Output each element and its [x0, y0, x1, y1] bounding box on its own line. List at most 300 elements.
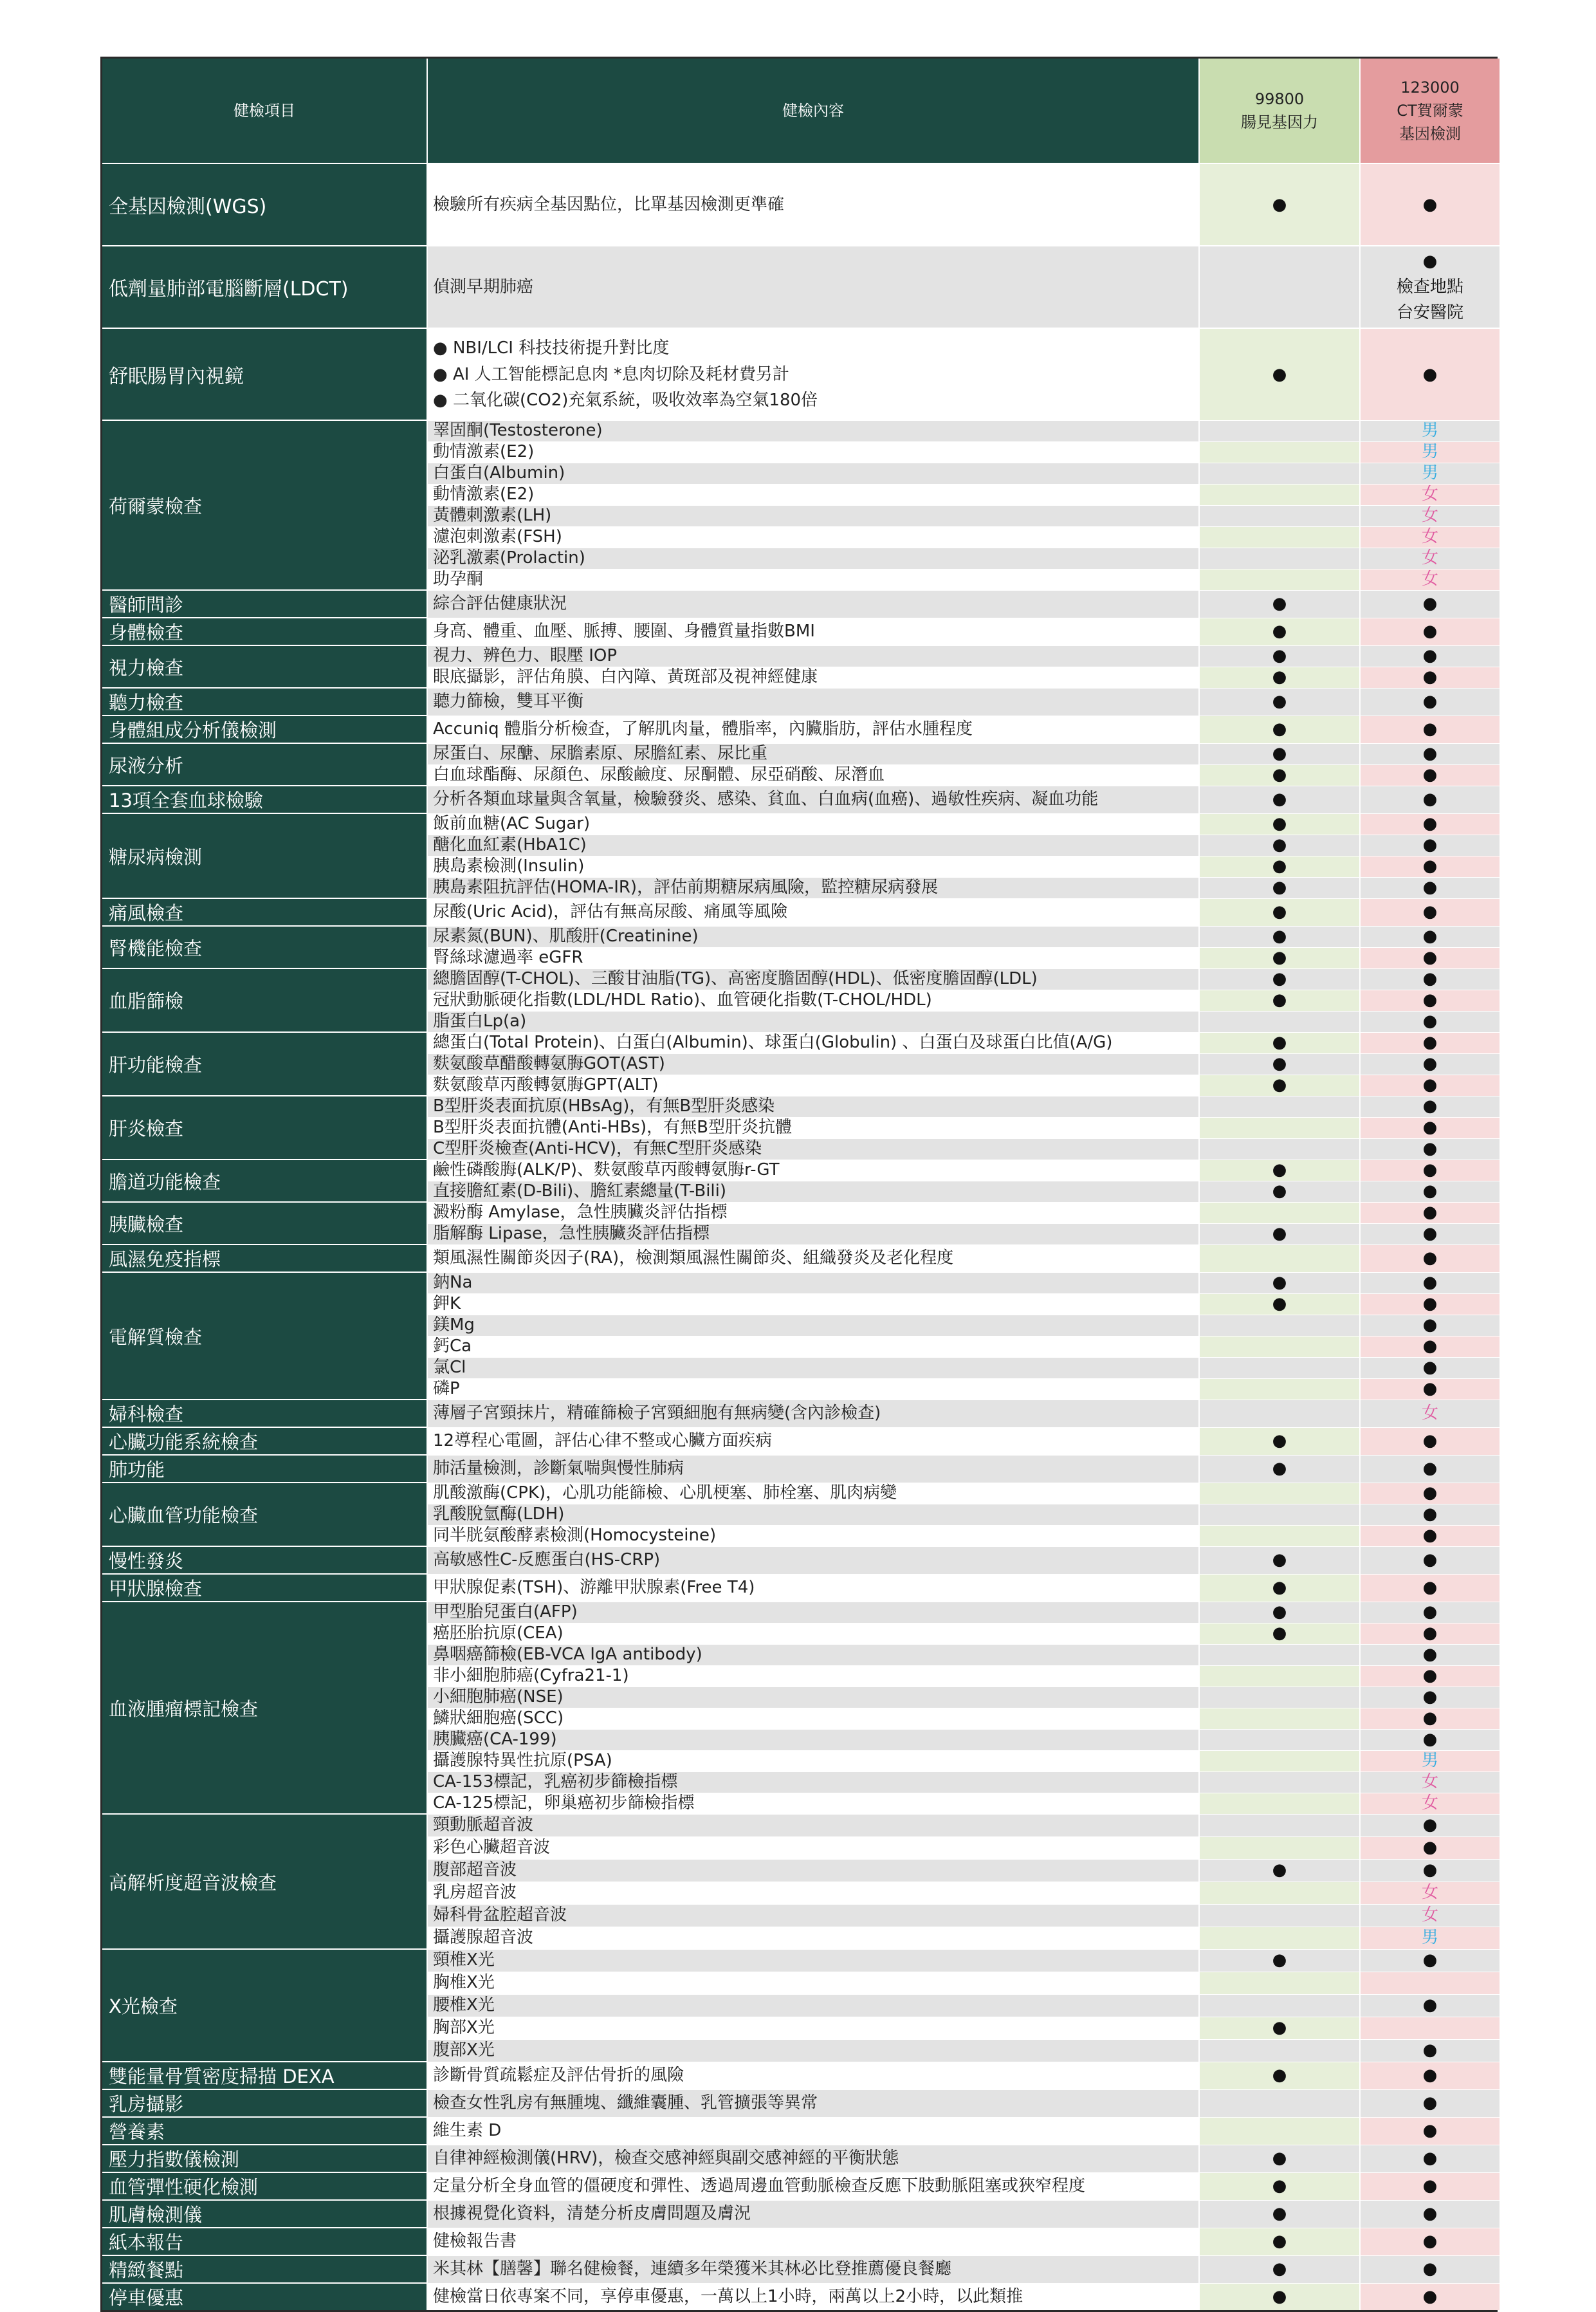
content-cell: [427, 1455, 1199, 1483]
plan-a-cell: [1199, 968, 1360, 990]
content-text: 12導程心電圖，評估心律不整或心臟方面疾病: [433, 1430, 773, 1450]
content-cell: [427, 1223, 1199, 1244]
content-text: CA-125標記，卵巢癌初步篩檢指標: [433, 1793, 695, 1813]
plan-a-cell: [1199, 1011, 1360, 1032]
table-row: [102, 926, 1500, 947]
plan-b-cell: [1360, 1117, 1500, 1138]
included-dot-icon: ●: [1422, 1644, 1438, 1664]
category-label: 高解析度超音波檢查: [102, 1814, 427, 1949]
content-cell: [427, 1011, 1199, 1032]
included-dot-icon: ●: [1272, 2176, 1287, 2196]
table-row: [102, 2200, 1500, 2228]
category-label: 婦科檢查: [102, 1400, 427, 1427]
content-cell: [427, 786, 1199, 813]
content-cell: [427, 667, 1199, 688]
included-dot-icon: ●: [1422, 1623, 1438, 1643]
plan-a-cell: [1199, 526, 1360, 548]
content-cell: [427, 898, 1199, 926]
header-content: 健檢內容: [427, 59, 1199, 163]
content-text: 米其林【膳馨】聯名健檢餐，連續多年榮獲米其林必比登推薦優良餐廳: [433, 2259, 952, 2279]
category-label: 血管彈性硬化檢測: [102, 2172, 427, 2200]
plan-a-cell: [1199, 2145, 1360, 2172]
included-dot-icon: ●: [1422, 667, 1438, 687]
plan-a-cell: [1199, 898, 1360, 926]
content-cell: [427, 1836, 1199, 1859]
content-text: 腹部超音波: [433, 1860, 517, 1880]
table-row: [102, 2172, 1500, 2200]
header-item: 健檢項目: [102, 59, 427, 163]
included-dot-icon: ●: [1272, 2017, 1287, 2037]
table-row: [102, 898, 1500, 926]
content-text: ● NBI/LCI 科技技術提升對比度: [433, 338, 670, 358]
included-dot-icon: ●: [1422, 1138, 1438, 1158]
plan-b-cell: [1360, 2062, 1500, 2089]
content-text: 檢驗所有疾病全基因點位，比單基因檢測更準確: [433, 194, 785, 214]
plan-b-cell: [1360, 569, 1500, 590]
content-text: 鎂Mg: [433, 1315, 475, 1335]
plan-a-cell: [1199, 1836, 1360, 1859]
plan-b-cell: [1360, 1483, 1500, 1504]
included-dot-icon: ●: [1422, 877, 1438, 897]
plan-a-cell: [1199, 990, 1360, 1011]
content-cell: [427, 1546, 1199, 1574]
plan-b-cell: [1360, 420, 1500, 441]
content-cell: [427, 1096, 1199, 1117]
content-cell: [427, 2283, 1199, 2310]
included-dot-icon: ●: [1422, 1117, 1438, 1137]
content-cell: [427, 1729, 1199, 1750]
plan-b-cell: [1360, 1525, 1500, 1546]
plan-b-cell: [1360, 484, 1500, 505]
plan-b-cell: [1360, 505, 1500, 526]
plan-a-cell: [1199, 813, 1360, 835]
content-cell: [427, 1949, 1199, 1972]
plan-b-cell: [1360, 2117, 1500, 2145]
included-dot-icon: ●: [1272, 645, 1287, 665]
plan-a-cell: [1199, 2172, 1360, 2200]
plan-b-cell: [1360, 716, 1500, 743]
included-dot-icon: ●: [1422, 764, 1438, 784]
content-text: 動情激素(E2): [433, 484, 535, 504]
plan-a-cell: [1199, 2283, 1360, 2310]
included-dot-icon: ●: [1422, 1458, 1438, 1478]
table-row: [102, 163, 1500, 246]
included-dot-icon: ●: [1422, 1272, 1438, 1292]
table-row: [102, 1574, 1500, 1602]
table-row: [102, 716, 1500, 743]
plan-a-cell: [1199, 667, 1360, 688]
plan-b-cell: [1360, 1687, 1500, 1708]
category-label: 肝炎檢查: [102, 1096, 427, 1160]
included-dot-icon: ●: [1422, 2259, 1438, 2279]
content-text: B型肝炎表面抗原(HBsAg)，有無B型肝炎感染: [433, 1096, 775, 1116]
plan-a-cell: [1199, 1315, 1360, 1336]
included-dot-icon: ●: [1422, 2286, 1438, 2306]
content-text: 胰島素阻抗評估(HOMA-IR)，評估前期糖尿病風險，監控糖尿病發展: [433, 877, 939, 897]
content-text: 腎絲球濾過率 eGFR: [433, 947, 583, 967]
plan-a-cell: [1199, 2200, 1360, 2228]
plan-b-cell: [1360, 548, 1500, 569]
content-cell: [427, 2017, 1199, 2039]
content-text: 白血球酯酶、尿顏色、尿酸鹼度、尿酮體、尿亞硝酸、尿潛血: [433, 764, 885, 784]
content-cell: [427, 505, 1199, 526]
plan-a-cell: [1199, 1293, 1360, 1315]
table-body: [102, 163, 1500, 2310]
male-only-mark: 男: [1421, 1927, 1438, 1947]
table-row: [102, 2062, 1500, 2089]
included-dot-icon: ●: [1422, 2148, 1438, 2168]
plan-b-cell: [1360, 2255, 1500, 2283]
content-text: 鈣Ca: [433, 1336, 472, 1356]
plan-a-cell: [1199, 1483, 1360, 1504]
category-label: 身體檢查: [102, 618, 427, 645]
included-dot-icon: ●: [1422, 1160, 1438, 1179]
included-dot-icon: ●: [1422, 968, 1438, 988]
plan-b-cell: [1360, 1602, 1500, 1623]
plan-a-cell: [1199, 1708, 1360, 1729]
content-text: 總膽固醇(T-CHOL)、三酸甘油脂(TG)、高密度膽固醇(HDL)、低密度膽固醇(LDL): [433, 968, 1038, 988]
included-dot-icon: ●: [1422, 1011, 1438, 1031]
plan-note: 台安醫院: [1396, 303, 1463, 323]
plan-a-cell: [1199, 1400, 1360, 1427]
included-dot-icon: ●: [1272, 926, 1287, 946]
content-cell: [427, 1665, 1199, 1687]
plan-b-cell: [1360, 1181, 1500, 1202]
content-text: ● AI 人工智能標記息肉 *息肉切除及耗材費另計: [433, 364, 789, 384]
plan-a-cell: [1199, 463, 1360, 484]
plan-a-cell: [1199, 1096, 1360, 1117]
included-dot-icon: ●: [1422, 645, 1438, 665]
plan-b-cell: [1360, 1427, 1500, 1455]
category-label: 血脂篩檢: [102, 968, 427, 1032]
included-dot-icon: ●: [1272, 813, 1287, 833]
content-cell: [427, 1202, 1199, 1223]
plan-b-cell: [1360, 1053, 1500, 1075]
category-label: 乳房攝影: [102, 2089, 427, 2117]
category-label: 肌膚檢測儀: [102, 2200, 427, 2228]
included-dot-icon: ●: [1422, 194, 1438, 214]
included-dot-icon: ●: [1422, 691, 1438, 711]
content-text: 頸動脈超音波: [433, 1815, 534, 1835]
plan-b-cell: [1360, 1882, 1500, 1904]
plan-a-cell: [1199, 1546, 1360, 1574]
included-dot-icon: ●: [1422, 1202, 1438, 1222]
category-label: 身體組成分析儀檢測: [102, 716, 427, 743]
table-row: [102, 618, 1500, 645]
included-dot-icon: ●: [1272, 2259, 1287, 2279]
content-cell: [427, 548, 1199, 569]
table-row: [102, 743, 1500, 764]
content-cell: [427, 1708, 1199, 1729]
included-dot-icon: ●: [1422, 1687, 1438, 1706]
content-cell: [427, 1032, 1199, 1053]
content-cell: [427, 1644, 1199, 1665]
plan-a-name: 腸見基因力: [1241, 113, 1318, 131]
plan-b-cell: [1360, 1708, 1500, 1729]
content-cell: [427, 1483, 1199, 1504]
included-dot-icon: ●: [1272, 2286, 1287, 2306]
content-text: 攝護腺超音波: [433, 1927, 534, 1947]
content-text: 診斷骨質疏鬆症及評估骨折的風險: [433, 2065, 684, 2085]
plan-b-cell: [1360, 2145, 1500, 2172]
content-cell: [427, 1053, 1199, 1075]
female-only-mark: 女: [1421, 1882, 1438, 1902]
content-text: 綜合評估健康狀況: [433, 593, 567, 613]
included-dot-icon: ●: [1272, 1053, 1287, 1073]
content-cell: [427, 1160, 1199, 1181]
included-dot-icon: ●: [1422, 1483, 1438, 1503]
plan-b-cell: [1360, 856, 1500, 877]
content-cell: [427, 877, 1199, 898]
content-cell: [427, 1904, 1199, 1927]
content-text: 腰椎X光: [433, 1995, 495, 2015]
category-label: 13項全套血球檢驗: [102, 786, 427, 813]
included-dot-icon: ●: [1272, 2231, 1287, 2251]
included-dot-icon: ●: [1422, 1430, 1438, 1450]
included-dot-icon: ●: [1272, 1458, 1287, 1478]
table-row: [102, 2089, 1500, 2117]
category-label: 胰臟檢查: [102, 1202, 427, 1244]
plan-a-cell: [1199, 926, 1360, 947]
plan-b-cell: [1360, 968, 1500, 990]
included-dot-icon: ●: [1272, 194, 1287, 214]
content-text: 助孕酮: [433, 569, 484, 589]
plan-b-cell: [1360, 947, 1500, 968]
included-dot-icon: ●: [1422, 1837, 1438, 1857]
included-dot-icon: ●: [1272, 691, 1287, 711]
content-cell: [427, 1602, 1199, 1623]
category-label: 電解質檢查: [102, 1272, 427, 1400]
included-dot-icon: ●: [1422, 990, 1438, 1010]
content-text: 直接膽紅素(D-Bili)、膽紅素總量(T-Bili): [433, 1181, 727, 1201]
plan-b-cell: [1360, 667, 1500, 688]
plan-b-cell: [1360, 1455, 1500, 1483]
plan-a-cell: [1199, 1075, 1360, 1096]
plan-b-cell: [1360, 1836, 1500, 1859]
table-row: [102, 1096, 1500, 1117]
content-text: 同半胱氨酸酵素檢測(Homocysteine): [433, 1525, 717, 1545]
female-only-mark: 女: [1421, 1905, 1438, 1925]
included-dot-icon: ●: [1422, 1504, 1438, 1524]
content-cell: [427, 1525, 1199, 1546]
content-cell: [427, 2172, 1199, 2200]
content-text: 黃體刺激素(LH): [433, 505, 552, 525]
female-only-mark: 女: [1421, 1403, 1438, 1423]
content-text: 乳酸脫氫酶(LDH): [433, 1504, 565, 1524]
included-dot-icon: ●: [1422, 835, 1438, 855]
category-label: 停車優惠: [102, 2283, 427, 2310]
content-text: 醣化血紅素(HbA1C): [433, 835, 587, 855]
content-text: 鹼性磷酸脢(ALK/P)、麩氨酸草丙酸轉氨脢r-GT: [433, 1160, 780, 1179]
content-cell: [427, 968, 1199, 990]
plan-b-cell: [1360, 1729, 1500, 1750]
plan-a-cell: [1199, 1223, 1360, 1244]
included-dot-icon: ●: [1422, 1815, 1438, 1835]
content-text: 冠狀動脈硬化指數(LDL/HDL Ratio)、血管硬化指數(T-CHOL/HDL): [433, 990, 932, 1010]
included-dot-icon: ●: [1422, 1248, 1438, 1268]
content-text: 聽力篩檢，雙耳平衡: [433, 691, 584, 711]
included-dot-icon: ●: [1272, 593, 1287, 613]
content-cell: [427, 1181, 1199, 1202]
included-dot-icon: ●: [1422, 1577, 1438, 1597]
table-row: [102, 420, 1500, 441]
plan-a-cell: [1199, 716, 1360, 743]
header-plan-b: [1360, 59, 1500, 163]
content-cell: [427, 856, 1199, 877]
plan-b-cell: [1360, 1293, 1500, 1315]
content-cell: [427, 246, 1199, 328]
plan-b-cell: [1360, 645, 1500, 667]
included-dot-icon: ●: [1422, 1336, 1438, 1356]
plan-a-cell: [1199, 2089, 1360, 2117]
plan-b-cell: [1360, 1075, 1500, 1096]
table-row: [102, 786, 1500, 813]
category-label: 糖尿病檢測: [102, 813, 427, 898]
included-dot-icon: ●: [1272, 877, 1287, 897]
content-cell: [427, 1315, 1199, 1336]
plan-b-price: 123000: [1400, 79, 1460, 97]
plan-a-cell: [1199, 1357, 1360, 1378]
category-label: 心臟血管功能檢查: [102, 1483, 427, 1546]
category-label: 全基因檢測(WGS): [102, 163, 427, 246]
plan-a-cell: [1199, 1972, 1360, 1994]
plan-a-cell: [1199, 1427, 1360, 1455]
content-cell: [427, 1138, 1199, 1160]
plan-b-cell: [1360, 441, 1500, 463]
content-cell: [427, 947, 1199, 968]
male-only-mark: 男: [1421, 420, 1438, 440]
plan-b-cell: [1360, 1096, 1500, 1117]
content-text: 睪固酮(Testosterone): [433, 420, 603, 440]
included-dot-icon: ●: [1272, 1293, 1287, 1313]
content-text: 胰臟癌(CA-199): [433, 1729, 557, 1749]
plan-b-cell: [1360, 1138, 1500, 1160]
content-text: 尿蛋白、尿醣、尿膽素原、尿膽紅素、尿比重: [433, 743, 768, 763]
plan-a-cell: [1199, 1455, 1360, 1483]
included-dot-icon: ●: [1422, 1602, 1438, 1622]
plan-b-cell: [1360, 2172, 1500, 2200]
content-cell: [427, 645, 1199, 667]
included-dot-icon: ●: [1422, 789, 1438, 809]
category-label: 聽力檢查: [102, 688, 427, 716]
included-dot-icon: ●: [1272, 2203, 1287, 2223]
plan-b-cell: [1360, 2039, 1500, 2062]
plan-b-cell: [1360, 1574, 1500, 1602]
plan-a-cell: [1199, 1859, 1360, 1882]
plan-b-cell: [1360, 1244, 1500, 1272]
included-dot-icon: ●: [1422, 1357, 1438, 1377]
plan-b-cell: [1360, 926, 1500, 947]
plan-a-cell: [1199, 1949, 1360, 1972]
content-cell: [427, 990, 1199, 1011]
plan-a-cell: [1199, 786, 1360, 813]
included-dot-icon: ●: [1272, 1549, 1287, 1569]
content-text: 薄層子宮頸抹片，精確篩檢子宮頸細胞有無病變(含內診檢查): [433, 1403, 881, 1423]
content-cell: [427, 835, 1199, 856]
category-label: 營養素: [102, 2117, 427, 2145]
female-only-mark: 女: [1421, 569, 1438, 589]
content-cell: [427, 2145, 1199, 2172]
included-dot-icon: ●: [1422, 2176, 1438, 2196]
plan-b-cell: [1360, 1504, 1500, 1525]
content-text: 肌酸激酶(CPK)，心肌功能篩檢、心肌梗塞、肺栓塞、肌肉病變: [433, 1483, 897, 1503]
included-dot-icon: ●: [1422, 2065, 1438, 2085]
content-text: C型肝炎檢查(Anti-HCV)，有無C型肝炎感染: [433, 1138, 762, 1158]
included-dot-icon: ●: [1422, 2203, 1438, 2223]
content-cell: [427, 1623, 1199, 1644]
table-row: [102, 1602, 1500, 1623]
content-cell: [427, 764, 1199, 786]
included-dot-icon: ●: [1272, 1623, 1287, 1643]
plan-b-cell: [1360, 1357, 1500, 1378]
content-text: 肺活量檢測，診斷氣喘與慢性肺病: [433, 1458, 684, 1478]
plan-a-cell: [1199, 1504, 1360, 1525]
plan-a-cell: [1199, 877, 1360, 898]
plan-a-cell: [1199, 1882, 1360, 1904]
plan-b-cell: [1360, 1927, 1500, 1949]
plan-a-cell: [1199, 590, 1360, 618]
table-row: [102, 2283, 1500, 2310]
table-row: [102, 1032, 1500, 1053]
plan-a-cell: [1199, 1927, 1360, 1949]
plan-b-cell: [1360, 1904, 1500, 1927]
content-cell: [427, 1687, 1199, 1708]
table-header-row: [102, 59, 1500, 163]
content-cell: [427, 1272, 1199, 1293]
female-only-mark: 女: [1421, 1793, 1438, 1813]
included-dot-icon: ●: [1422, 1315, 1438, 1335]
table-row: [102, 1949, 1500, 1972]
content-text: 飯前血糖(AC Sugar): [433, 813, 591, 833]
content-text: 鱗狀細胞癌(SCC): [433, 1708, 564, 1728]
plan-a-cell: [1199, 2039, 1360, 2062]
included-dot-icon: ●: [1272, 1223, 1287, 1243]
included-dot-icon: ●: [1422, 1950, 1438, 1970]
included-dot-icon: ●: [1272, 856, 1287, 876]
content-cell: [427, 1882, 1199, 1904]
content-cell: [427, 1357, 1199, 1378]
content-cell: [427, 2089, 1199, 2117]
content-text: 頸椎X光: [433, 1950, 495, 1970]
male-only-mark: 男: [1421, 441, 1438, 461]
included-dot-icon: ●: [1422, 1293, 1438, 1313]
content-text: 眼底攝影，評估角膜、白內障、黃斑部及視神經健康: [433, 667, 818, 687]
included-dot-icon: ●: [1422, 902, 1438, 921]
content-text: 胸椎X光: [433, 1972, 495, 1992]
plan-b-cell: [1360, 1032, 1500, 1053]
content-text: ● 二氧化碳(CO2)充氣系統，吸收效率為空氣180倍: [433, 390, 818, 410]
included-dot-icon: ●: [1272, 1430, 1287, 1450]
included-dot-icon: ●: [1422, 1860, 1438, 1880]
plan-a-cell: [1199, 441, 1360, 463]
plan-b-cell: [1360, 2200, 1500, 2228]
content-cell: [427, 328, 1199, 420]
plan-a-cell: [1199, 1053, 1360, 1075]
plan-a-cell: [1199, 246, 1360, 328]
plan-b-cell: [1360, 2228, 1500, 2255]
plan-b-cell: [1360, 813, 1500, 835]
plan-a-cell: [1199, 1623, 1360, 1644]
included-dot-icon: ●: [1272, 2148, 1287, 2168]
included-dot-icon: ●: [1422, 1032, 1438, 1052]
included-dot-icon: ●: [1422, 856, 1438, 876]
plan-b-cell: [1360, 1336, 1500, 1357]
plan-a-cell: [1199, 1117, 1360, 1138]
content-cell: [427, 2062, 1199, 2089]
table-row: [102, 2255, 1500, 2283]
plan-b-cell: [1360, 163, 1500, 246]
plan-a-cell: [1199, 1729, 1360, 1750]
